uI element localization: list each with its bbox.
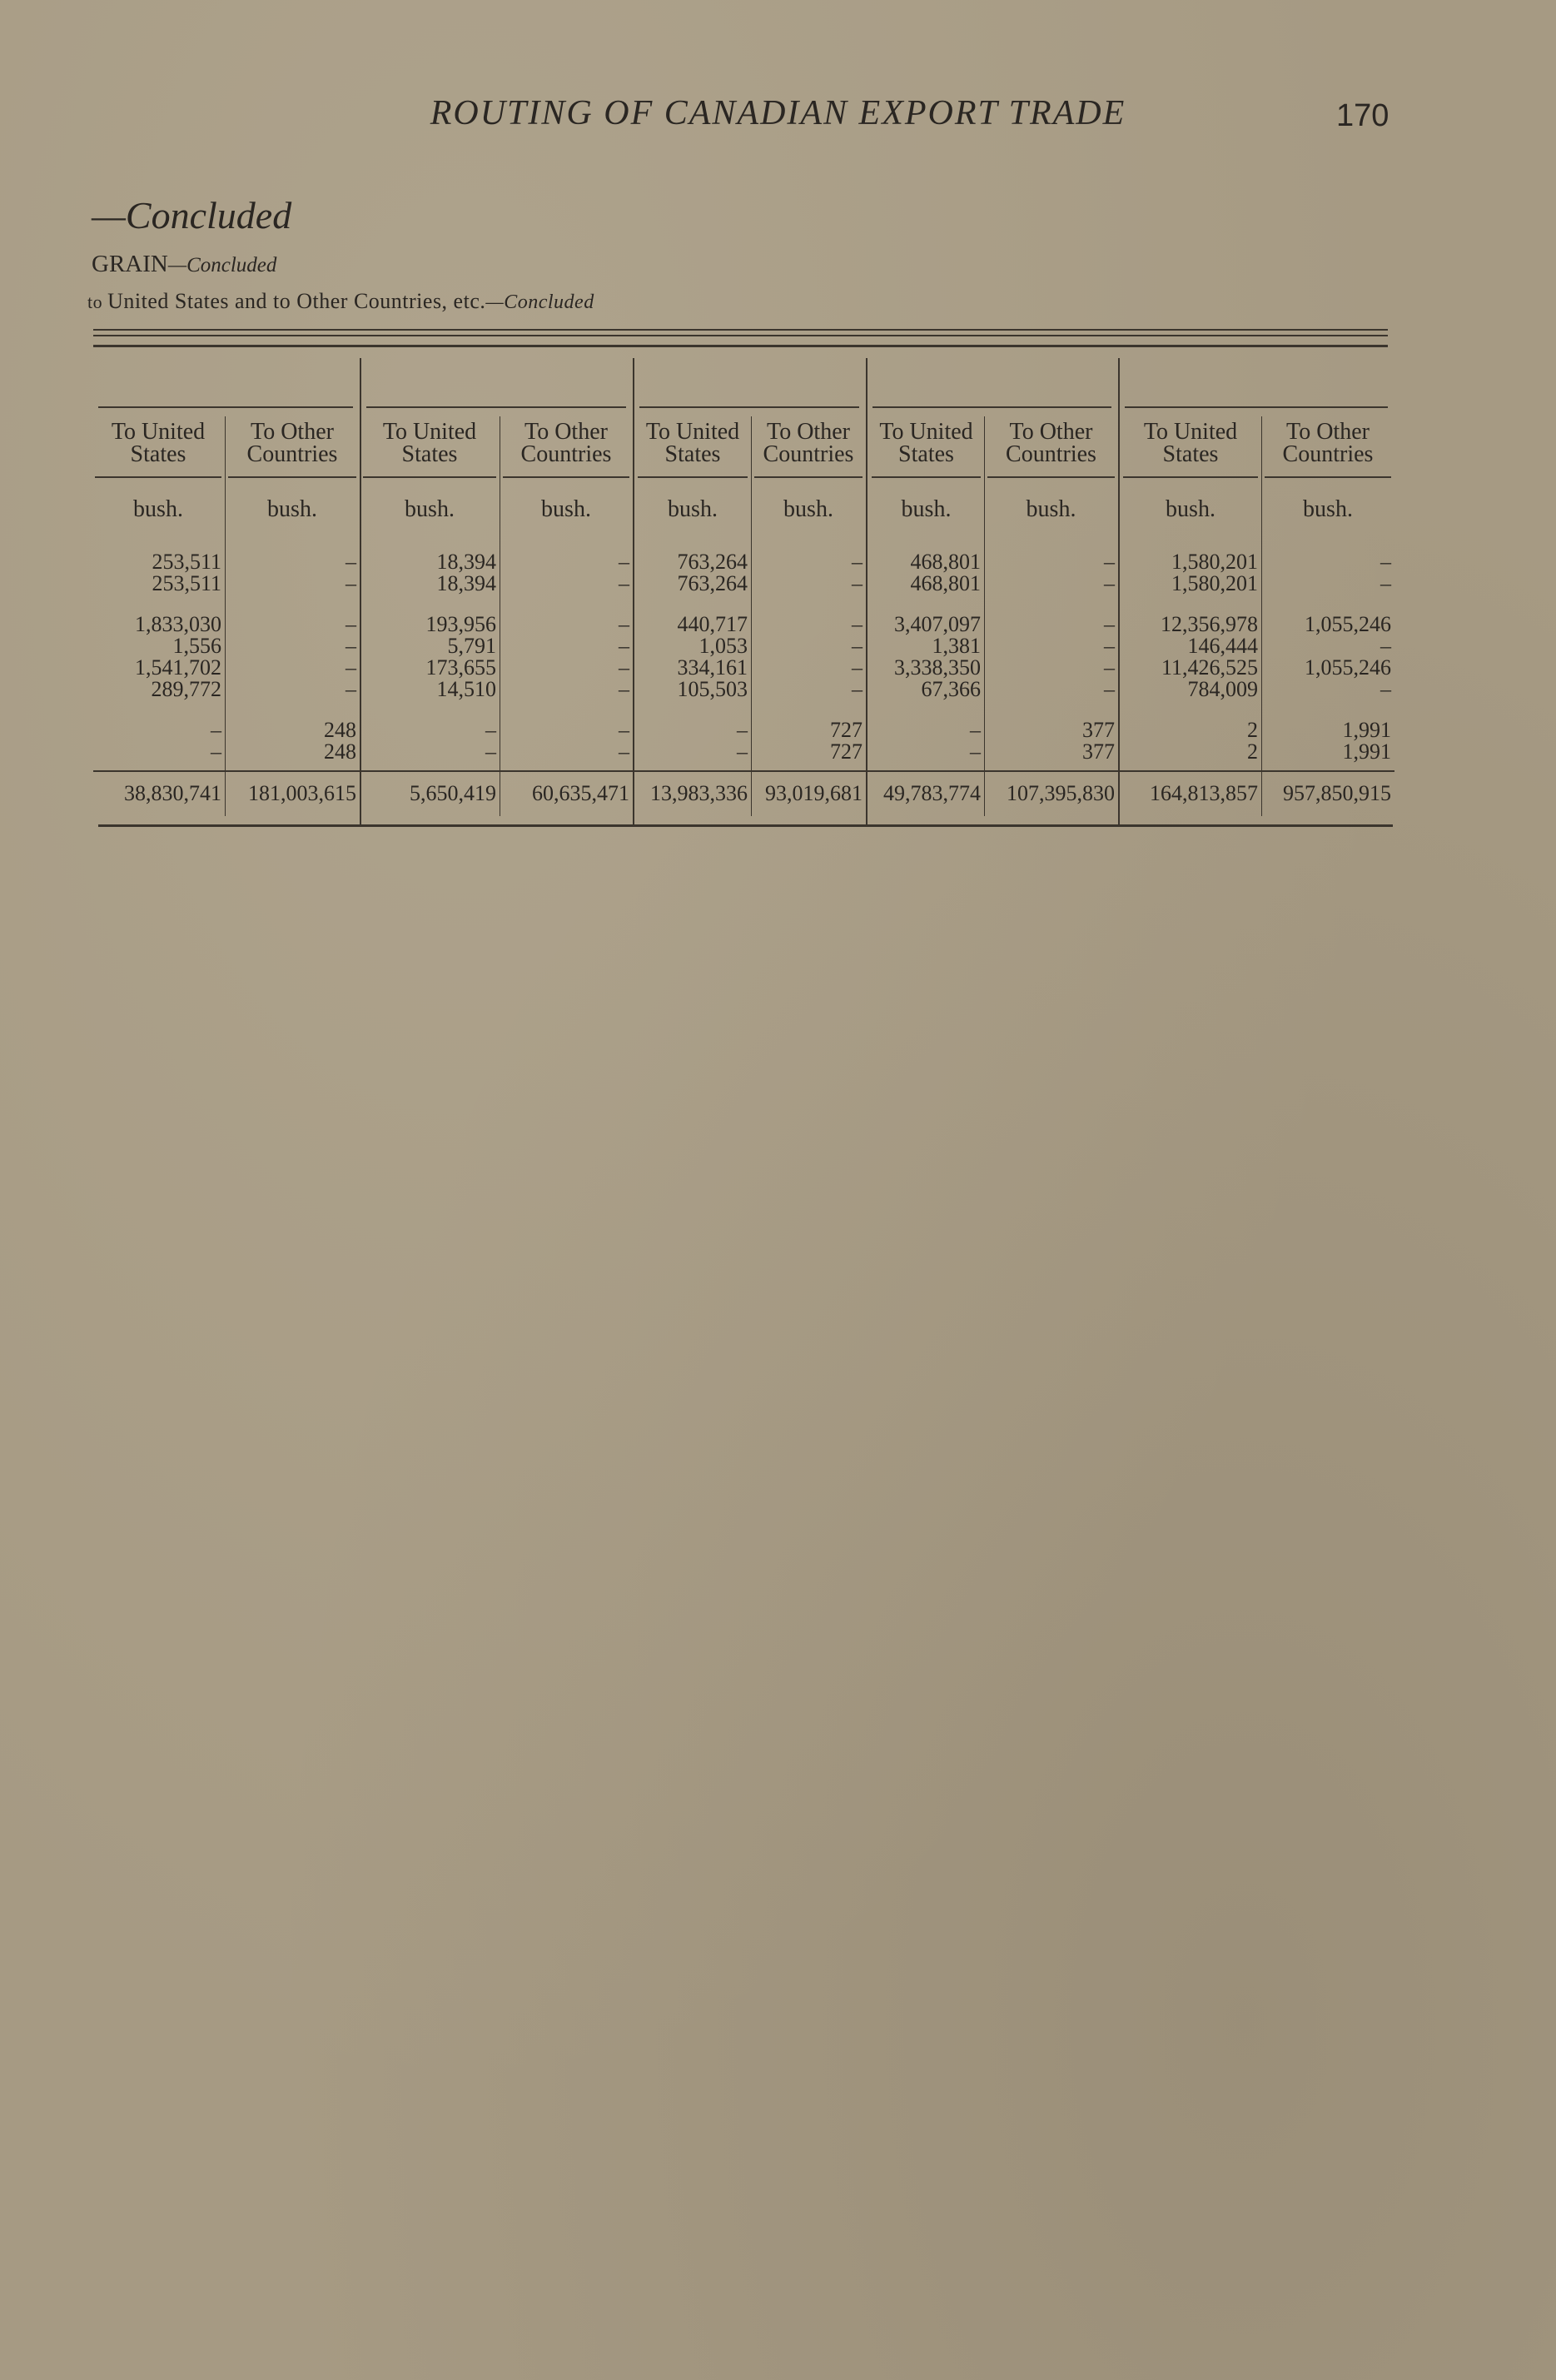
- column-header-line1: To United: [382, 419, 477, 445]
- table-cell: 1,053: [698, 634, 748, 658]
- table-cell: 727: [830, 718, 863, 742]
- column-header-line1: To Other: [767, 419, 850, 445]
- table-cell: 334,161: [677, 655, 748, 680]
- table-cell: –: [346, 634, 356, 658]
- table-cell: –: [211, 718, 221, 742]
- column-underline: [1123, 476, 1258, 478]
- table-cell: –: [619, 571, 629, 595]
- unit-label: bush.: [1303, 496, 1353, 522]
- column-underline: [754, 476, 863, 478]
- subhead-united: United States and to Other Countries, etc.: [107, 289, 486, 313]
- table-cell: –: [619, 718, 629, 742]
- table-cell: –: [852, 655, 863, 680]
- table-cell: –: [1104, 612, 1115, 636]
- table-cell: –: [346, 612, 356, 636]
- table-cell: –: [1104, 655, 1115, 680]
- column-header: [868, 421, 984, 466]
- table-cell: 173,655: [425, 655, 496, 680]
- unit-label: bush.: [1166, 496, 1215, 522]
- total-cell: 93,019,681: [765, 781, 863, 805]
- table-cell: 1,055,246: [1305, 655, 1391, 680]
- column-header: [751, 421, 866, 466]
- subhead-suffix: —Concluded: [485, 291, 594, 313]
- table-cell: 253,511: [152, 571, 221, 595]
- year-underline: [639, 406, 859, 408]
- table-cell: 253,511: [152, 550, 221, 574]
- table-cell: –: [619, 677, 629, 701]
- year-underline: [872, 406, 1111, 408]
- table-cell: –: [211, 739, 221, 764]
- table-cell: –: [852, 634, 863, 658]
- total-cell: 60,635,471: [532, 781, 629, 805]
- column-underline: [95, 476, 221, 478]
- total-cell: 957,850,915: [1283, 781, 1391, 805]
- table-cell: –: [619, 739, 629, 764]
- table-cell: 2: [1247, 718, 1258, 742]
- table-cell: –: [485, 718, 496, 742]
- column-header-line1: To United: [645, 419, 740, 445]
- table-top-rule-3: [93, 345, 1388, 347]
- table-cell: –: [1104, 550, 1115, 574]
- unit-label: bush.: [668, 496, 718, 522]
- column-header: [500, 421, 633, 466]
- table-cell: 67,366: [921, 677, 981, 701]
- table-cell: –: [346, 655, 356, 680]
- unit-label: bush.: [1026, 496, 1076, 522]
- column-header-line2: Countries: [1006, 441, 1096, 467]
- unit-label: bush.: [783, 496, 833, 522]
- total-cell: 5,650,419: [410, 781, 496, 805]
- total-cell: 181,003,615: [248, 781, 356, 805]
- table-cell: 763,264: [677, 550, 748, 574]
- table-cell: 5,791: [447, 634, 496, 658]
- year-underline: [366, 406, 626, 408]
- table-cell: 1,991: [1342, 718, 1391, 742]
- table-cell: 289,772: [151, 677, 221, 701]
- group-divider: [866, 358, 867, 824]
- unit-label: bush.: [133, 496, 183, 522]
- table-cell: 146,444: [1187, 634, 1258, 658]
- column-header-line2: States: [130, 441, 186, 467]
- table-cell: –: [970, 739, 981, 764]
- table-cell: 1,991: [1342, 739, 1391, 764]
- column-underline: [987, 476, 1115, 478]
- column-header-line1: To Other: [1286, 419, 1370, 445]
- table-cell: 440,717: [677, 612, 748, 636]
- table-cell: –: [737, 739, 748, 764]
- table-cell: –: [346, 550, 356, 574]
- table-cell: 377: [1082, 739, 1115, 764]
- total-cell: 164,813,857: [1150, 781, 1258, 805]
- table-cell: –: [852, 677, 863, 701]
- column-header-line1: To United: [111, 419, 206, 445]
- table-top-rule-2: [93, 335, 1388, 336]
- unit-label: bush.: [901, 496, 952, 522]
- running-head: ROUTING OF CANADIAN EXPORT TRADE: [430, 94, 1126, 132]
- table-cell: –: [852, 571, 863, 595]
- table-cell: –: [619, 655, 629, 680]
- table-cell: –: [1104, 571, 1115, 595]
- total-cell: 107,395,830: [1007, 781, 1115, 805]
- section-continued-label: —Concluded: [92, 194, 292, 237]
- table-cell: –: [619, 550, 629, 574]
- table-cell: –: [346, 677, 356, 701]
- table-cell: 1,556: [172, 634, 221, 658]
- grain-label: GRAIN: [92, 251, 168, 277]
- subhead-to: to: [87, 291, 108, 312]
- table-cell: –: [1380, 677, 1391, 701]
- total-cell: 49,783,774: [883, 781, 981, 805]
- column-header: [1261, 421, 1394, 466]
- column-header-line2: States: [1162, 441, 1219, 467]
- totals-top-rule: [93, 770, 1394, 772]
- column-header-line2: Countries: [763, 441, 854, 467]
- grain-suffix: —Concluded: [167, 254, 277, 276]
- table-cell: –: [1104, 677, 1115, 701]
- column-underline: [638, 476, 748, 478]
- column-header: [225, 421, 360, 466]
- column-header: [360, 421, 500, 466]
- table-cell: 1,381: [932, 634, 981, 658]
- grain-heading: [92, 251, 276, 278]
- column-header: [92, 421, 225, 466]
- table-cell: 18,394: [436, 550, 496, 574]
- unit-label: bush.: [405, 496, 455, 522]
- table-cell: –: [619, 634, 629, 658]
- year-underline: [1125, 406, 1388, 408]
- table-cell: 248: [324, 739, 356, 764]
- column-header-line2: Countries: [520, 441, 612, 467]
- table-cell: 14,510: [436, 677, 496, 701]
- column-header: [634, 421, 751, 466]
- table-cell: 468,801: [910, 550, 981, 574]
- table-cell: –: [852, 550, 863, 574]
- table-cell: –: [485, 739, 496, 764]
- column-header-line2: States: [401, 441, 458, 467]
- column-header-line1: To Other: [524, 419, 608, 445]
- year-underline: [98, 406, 353, 408]
- table-cell: 193,956: [425, 612, 496, 636]
- column-header-line1: To Other: [251, 419, 334, 445]
- column-header-line1: To United: [879, 419, 973, 445]
- table-cell: –: [1380, 571, 1391, 595]
- table-cell: –: [737, 718, 748, 742]
- table-cell: –: [1104, 634, 1115, 658]
- table-cell: 2: [1247, 739, 1258, 764]
- table-cell: 11,426,525: [1161, 655, 1258, 680]
- unit-label: bush.: [267, 496, 317, 522]
- unit-label: bush.: [541, 496, 591, 522]
- total-cell: 38,830,741: [124, 781, 221, 805]
- column-header-line1: To United: [1143, 419, 1238, 445]
- column-header-line2: States: [898, 441, 954, 467]
- column-header: [1120, 421, 1261, 466]
- table-cell: 727: [830, 739, 863, 764]
- column-underline: [1265, 476, 1391, 478]
- table-cell: 784,009: [1187, 677, 1258, 701]
- column-header: [984, 421, 1118, 466]
- table-top-rule: [93, 329, 1388, 331]
- table-cell: 1,580,201: [1171, 550, 1258, 574]
- column-underline: [363, 476, 496, 478]
- table-cell: 377: [1082, 718, 1115, 742]
- table-cell: –: [1380, 550, 1391, 574]
- page-number: 170: [1336, 98, 1389, 133]
- table-bottom-rule: [98, 824, 1393, 827]
- table-cell: –: [346, 571, 356, 595]
- table-subheading: [87, 289, 594, 314]
- table-cell: 3,407,097: [894, 612, 981, 636]
- column-header-line2: Countries: [246, 441, 338, 467]
- column-underline: [872, 476, 981, 478]
- table-cell: –: [619, 612, 629, 636]
- total-cell: 13,983,336: [650, 781, 748, 805]
- table-cell: 1,833,030: [135, 612, 221, 636]
- table-cell: 105,503: [677, 677, 748, 701]
- table-cell: 248: [324, 718, 356, 742]
- table-cell: 18,394: [436, 571, 496, 595]
- column-underline: [228, 476, 356, 478]
- table-cell: –: [970, 718, 981, 742]
- column-header-line1: To Other: [1009, 419, 1093, 445]
- table-cell: 12,356,978: [1161, 612, 1258, 636]
- table-cell: 3,338,350: [894, 655, 981, 680]
- column-header-line2: Countries: [1282, 441, 1374, 467]
- table-cell: 1,580,201: [1171, 571, 1258, 595]
- column-underline: [503, 476, 629, 478]
- column-header-line2: States: [664, 441, 721, 467]
- table-cell: 468,801: [910, 571, 981, 595]
- table-cell: 1,055,246: [1305, 612, 1391, 636]
- table-cell: 763,264: [677, 571, 748, 595]
- table-cell: –: [852, 612, 863, 636]
- table-cell: –: [1380, 634, 1391, 658]
- table-cell: 1,541,702: [135, 655, 221, 680]
